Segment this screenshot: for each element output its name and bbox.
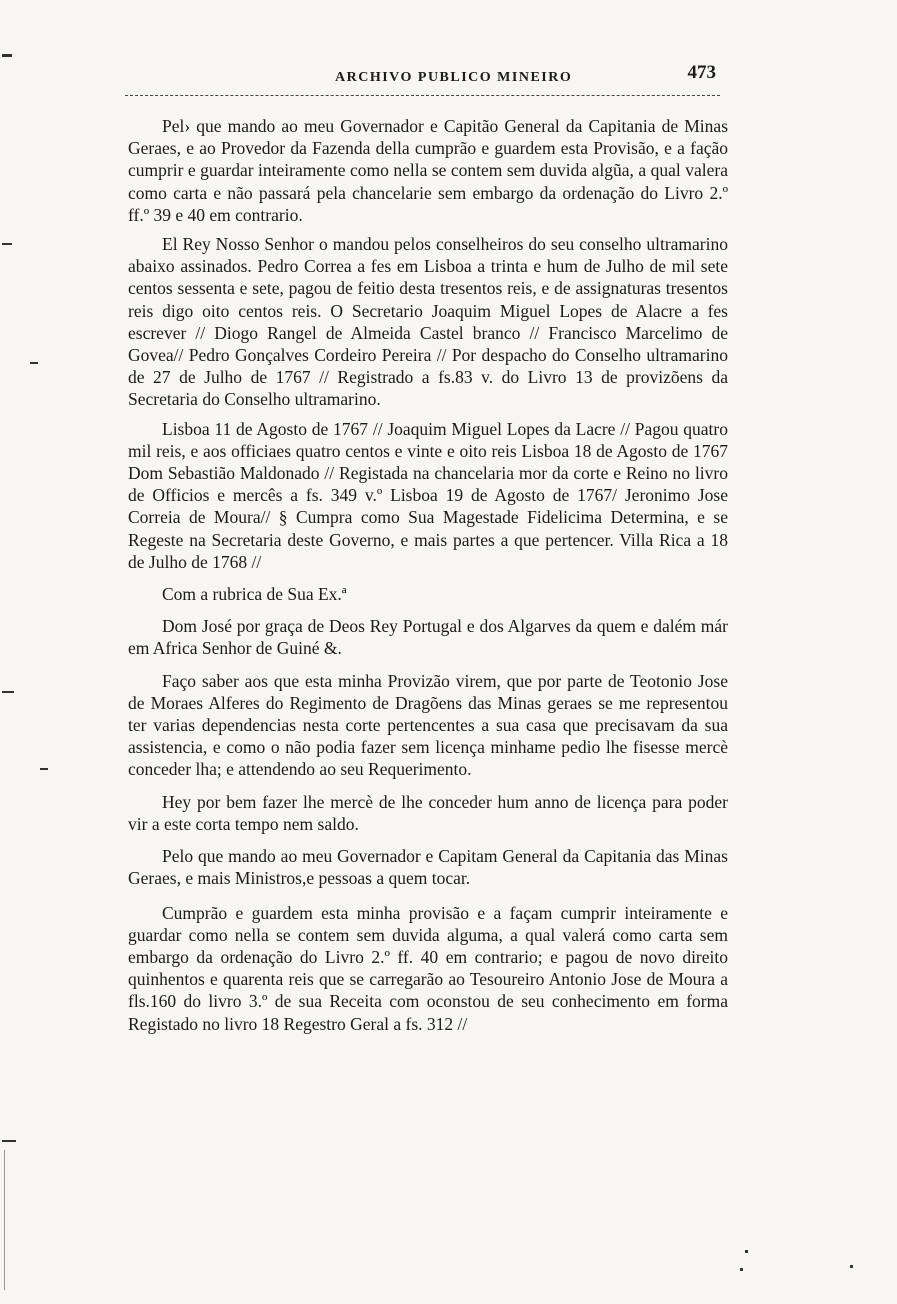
scan-mark bbox=[740, 1268, 743, 1271]
scan-mark bbox=[40, 768, 48, 770]
document-body bbox=[128, 115, 728, 1035]
scan-mark bbox=[2, 691, 14, 693]
paragraph: Hey por bem fazer lhe mercè de lhe conceder hum anno de licença para poder vir a este corta tempo nem saldo. bbox=[128, 791, 728, 834]
paragraph: Com a rubrica de Sua Ex.ª bbox=[162, 584, 347, 605]
scan-mark bbox=[2, 243, 12, 245]
running-title: ARCHIVO PUBLICO MINEIRO bbox=[335, 70, 573, 85]
scan-mark bbox=[30, 362, 38, 364]
scan-mark bbox=[2, 1140, 16, 1142]
running-header bbox=[125, 62, 720, 102]
paragraph: Faço saber aos que esta minha Provizão virem, que por parte de Teotonio Jose de Moraes Alferes do Regimento de Dragõens das Minas geraes se me representou ter varias dependencias nesta corte pertencentes a sua casa que precisavam da sua assistencia, e como o não podia fazer sem licença minhame pedio lhe fisesse mercè conceder lha; e attendendo ao seu Requerimento. bbox=[128, 670, 728, 780]
paragraph: Cumprão e guardem esta minha provisão e a façam cumprir inteiramente e guardar como nella se contem sem duvida alguma, a qual valerá como carta sem embargo da ordenação do Livro 2.º ff. 40 em contrario; e pagou de novo direito quinhentos e quarenta reis que se carregarão ao Tesoureiro Antonio Jose de Moura a fls.160 do livro 3.º de sua Receita com oconstou de seu conhecimento em forma Registado no livro 18 Regestro Geral a fs. 312 // bbox=[128, 902, 728, 1034]
scan-mark bbox=[850, 1265, 853, 1268]
scan-mark bbox=[4, 1150, 5, 1290]
page-number: 473 bbox=[687, 62, 716, 83]
scan-mark bbox=[745, 1250, 748, 1253]
paragraph: Pelo que mando ao meu Governador e Capitam General da Capitania das Minas Geraes, e mais Ministros,e pessoas a quem tocar. bbox=[128, 846, 728, 889]
paragraph: Pel› que mando ao meu Governador e Capitão General da Capitania de Minas Geraes, e ao Provedor da Fazenda della cumprão e guardem esta Provisão, e a fação cumprir e guardar inteiramente como nella se contem sem duvida algũa, a qual valera como carta e não passará pela chancelarie sem embargo da ordenação do Livro 2.º ff.º 39 e 40 em contrario. bbox=[128, 116, 728, 225]
header-rule bbox=[125, 95, 720, 96]
paragraph: Lisboa 11 de Agosto de 1767 // Joaquim Miguel Lopes da Lacre // Pagou quatro mil reis, e aos officiaes quatro centos e vinte e oito reis Lisboa 18 de Agosto de 1767 Dom Sebastião Maldonado // Registada na chancelaria mor da corte e Reino no livro de Officios e mercês a fs. 349 v.º Lisboa 19 de Agosto de 1767/ Jeronimo Jose Correia de Moura// § Cumpra como Sua Magestade Fidelicima Determina, e se Regeste na Secretaria deste Governo, e mais partes a que pertencer. Villa Rica a 18 de Julho de 1768 // bbox=[128, 418, 728, 572]
paragraph: El Rey Nosso Senhor o mandou pelos conselheiros do seu conselho ultramarino abaixo assinados. Pedro Correa a fes em Lisboa a trinta e hum de Julho de mil sete centos sessenta e sete, pagou de feitio desta tresentos reis, e de assignaturas tresentos reis digo oito centos reis. O Secretario Joaquim Miguel Lopes de Alacre a fes escrever // Diogo Rangel de Almeida Castel branco // Francisco Marcelimo de Govea// Pedro Gonçalves Cordeiro Pereira // Por despacho do Conselho ultramarino de 27 de Julho de 1767 // Registrado a fs.83 v. do Livro 13 de provizõens da Secretaria do Conselho ultramarino. bbox=[128, 234, 728, 410]
scan-mark bbox=[2, 54, 12, 57]
paragraph: Dom José por graça de Deos Rey Portugal e dos Algarves da quem e dalém már em Africa Senhor de Guiné &. bbox=[128, 616, 728, 659]
